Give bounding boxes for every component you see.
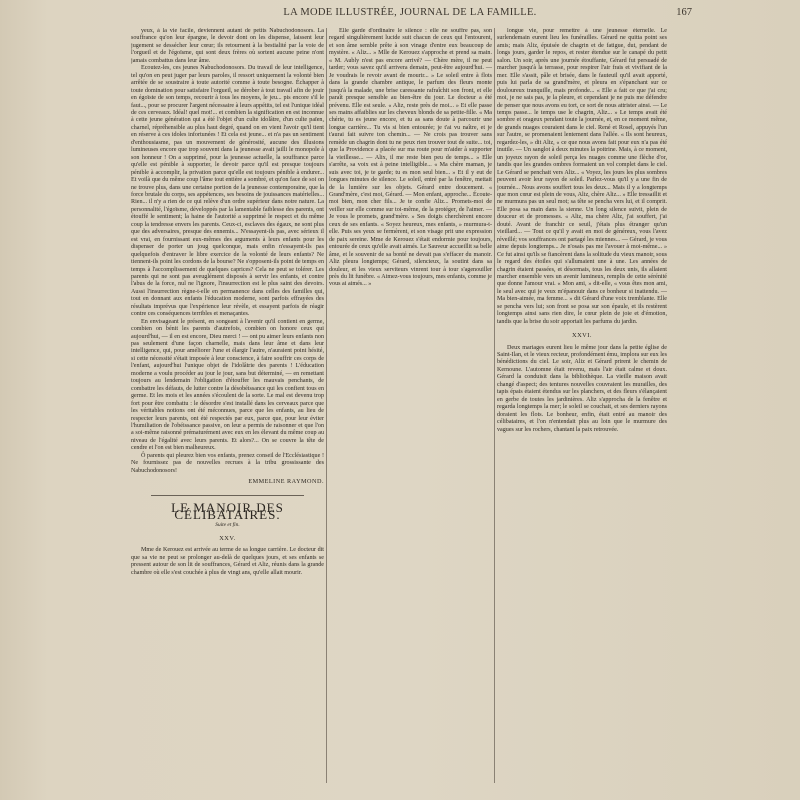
feuilleton-subtitle: Suite et fin.	[215, 521, 240, 528]
paragraph: Elle garde d'ordinaire le silence : elle ne souffre pas, son regard singulièrement lucide suit chacun de ceux qui l'entourent, et son âme semble prête à son vinage d'entre eux beaucoup de mystère. « Aliz... » Mlle de Kerouez s'approche et prend sa main. « M. Aubly n'est pas encore arrivé? — Chère mère, il ne peut tarder; vous savez qu'il arrivera demain, peut-être aujourd'hui. — Je voudrais le revoir avant de mourir... » Le soleil entre à flots dans la grande chambre antique, le parfum des fleurs monte jusqu'à la malade, une brise caressante rafraîchit son front, et elle paraît presque sensible au bien-être du jour. Le docteur a été prévenu. Elle est seule. « Aliz, reste près de moi... » Et elle passe ses mains affaiblies sur les cheveux blonds de sa petite-fille. « Ma chérie, tu es jeune encore, et tu as sans doute à parcourir une longue carrière... Tu vis si bien entourée; je t'ai vu naître, et je t'aurai fait suivre ton chemin... — Ne crois pas trouver sans remède un chagrin dont tu ne peux rien trouver tout de suite... toi, que la Providence a placée sur ma route pour m'aider à supporter la vieillesse... — Alix, il me reste bien peu de temps... » Elle s'arrête, sa voix est à peine intelligible... « Ma chère maman, je suis avec toi, je te garde; tu es mon seul bien... » Et il y eut de longues minutes de silence. Le soleil, entré par la fenêtre, mettait de la lumière sur les objets. Gérard entre doucement. « Grand'mère, c'est moi, Gérard. — Mon enfant, approche... Écoute-moi bien, mon cher fils... Je te confie Aliz... Promets-moi de veiller sur elle comme sur toi-même, de la protéger, de l'aimer. — Je vous le promets, grand'mère. » Ses doigts cherchèrent encore ceux de ses enfants. « Soyez heureux, mes enfants, » murmura-t-elle. Puis ses yeux se fermèrent, et son visage prit une expression de paix sereine. Mme de Kerouez s'était endormie pour toujours, entourée de ceux qu'elle avait aimés. Le Sauveur accueillit sa belle âme, et le souvenir de sa bonté ne devait pas s'effacer du manoir. Aliz pleura longtemps; Gérard, silencieux, la soutint dans sa douleur, et les vieux serviteurs vinrent tour à tour s'agenouiller près du lit funèbre. « Aimez-vous toujours, mes enfants, comme je vous ai aimés... »	[329, 28, 492, 288]
column-divider	[494, 28, 495, 783]
chapter-number: XXV.	[219, 535, 236, 542]
section-divider	[151, 495, 304, 496]
paragraph: Ecoutez-les, ces jeunes Nabuchodonosors. Du travail de leur intelligence, tel qu'on en peut juger par leurs paroles, il ressort uniquement la volonté bien arrêtée de se soustraire à toute autorité comme à toute besogne. Échapper à toute domination pour satisfaire l'orgueil, se dérober à tout travail afin de jouir en égoïste de son temps, recourir à tous les moyens, le jeu... pis encore s'il le faut..., pour se procurer l'argent nécessaire à leurs appétits, tel est l'unique idéal de ces cerveaux. Idéal! quel mot!... et combien la signification en est inconnue à cette jeune génération qui a été l'objet d'un culte idolâtre, d'un culte païen, charnel, répréhensible au plus haut degré, quand on en vient l'avoir qu'il tient en réserve à ces idoles infortunées ! Et cela est jeune... et n'a pas un sentiment d'enthousiasme, pas un mouvement de générosité, aucune des illusions lumineuses encore que trop souvent dans la jeunesse avait jailli le monopole à son honneur ! On a supprimé, pour la jeunesse actuelle, la souffrance parce qu'elle est pénible à supporter, le devoir parce qu'il est presque toujours pénible à accomplir, la privation parce qu'elle est toujours pénible à endurer... Et voilà que du même coup l'âme tout entière a sombré, et qu'on face de soi on ne trouve plus, dans une certaine portion de la jeunesse contemporaine, que la force brutale du corps, ses appétences, ses besoins de jouissances matérielles... Rien... il n'y a rien de ce qui relève d'un ordre supérieur dans notre nature. La personnalité, l'égoïsme, développés par la lamentable faiblesse des parents, ont étouffé le sentiment; la haine de l'autorité a supprimé le respect et du même coup la tendresse envers les parents. Ceux-ci, esclaves des égaux, ne sont plus que des adversaires, presque des ennemis... N'essayent-ils pas, avec sérieux il est vrai, en fournissant eux-mêmes des arguments à leurs enfants pour les dispenser de porter un joug quelconque, mais enfin n'essayent-ils pas quelquefois d'entraver le libre exercice de la volonté de leurs enfants? Ne tiennent-ils point les cordons de la bourse? Ne s'opposent-ils point de temps en temps à l'accomplissement de quelques caprices? Cela ne peut se tolérer. Les parents qui ne sont pas aveuglément disposés à servir les enfants, et contre l'abus de la force, nul ne l'ignore, l'insurrection est le plus saint des devoirs. Aussi l'insurrection règne-t-elle en permanence dans celles des familles qui, tout en donnant aux enfants l'éducation moderne, sont parfois effrayées des résultats imprévus que l'expérience leur révèle, et essayent parfois de réagir contre ces conséquences terribles et menaçantes.	[131, 65, 324, 318]
column-right	[497, 28, 667, 783]
running-header: LA MODE ILLUSTRÉE, JOURNAL DE LA FAMILLE.	[283, 7, 537, 18]
page-number: 167	[676, 7, 692, 18]
column-left	[131, 28, 324, 783]
author-signature: EMMELINE RAYMOND.	[248, 478, 324, 486]
column-divider	[326, 28, 327, 783]
paragraph: longue vie, pour remettre à une jeunesse éternelle. Le surlendemain eurent lieu les funérailles. Gérard ne quitta point ses amis; mais Aliz, épuisée de chagrin et de fatigue, dut, pendant de longs jours, garder le repos, et rester étendue sur le canapé du petit salon. Un soir, après une journée étouffante, Gérard fut persuadé de marcher jusqu'à la terrasse, pour respirer l'air frais et vivifiant de la mer. Elle s'assit, pâle et brisée, dans le fauteuil qu'il avait apporté, puis lui parla de sa grand'mère, et pleura en s'épanchant sur ce douloureux tranquille, mais profonde... « Elle a fait ce que j'ai cru; moi, je ne sais pas, je la pleure, et cependant je ne puis me défendre de penser que nous avons eu tort, ce sort de nous attrister ainsi. — Le temps passe... le temps use le chagrin, Aliz... » Le temps avait été sombre et orageux pendant toute la journée, et, en ce moment même, de grands nuages couraient dans le ciel. René et Rosel, appuyés l'un sur l'autre, se promenaient lentement dans l'allée. « Ils sont heureux, regardez-les, » dit Aliz, « ce que nous avons fait pour eux n'a pas été inutile. — Un sanglot à deux minutes la poitrine. Mais, à ce moment, un joyeux rayon de soleil perça les nuages comme une flèche d'or, tandis que les grandes ombres formaient un vol complet dans le ciel. Le Gérard se penchait vers Aliz... « Voyez, les jours les plus sombres peuvent avoir leur rayon de soleil. Parlez-vous qu'il y a une fin de journée... Nous avons souffert tous les deux... Mais il y a longtemps que mon cœur est plein de vous, Aliz, chère Aliz... » Elle tressaillit et ne murmura pas un seul mot; sa tête se pencha vers lui, et il comprit. Elle posa sa main dans la sienne. Un long silence suivit, plein de douceur et de promesses. « Aliz, ma chère Aliz, j'ai souffert, j'ai douté. Avant de franchir ce seuil, j'étais plus étranger qu'un vieillard... — Tout ce qu'il y avait en moi de généreux, vous l'avez réveillé; vos souffrances ont partagé les miennes... — Gérard, je vous aime depuis longtemps... Je n'osais pas me l'avouer à moi-même... » Ce fut ainsi qu'ils se fiancèrent dans la solitude du vieux manoir, sous le regard des étoiles qui s'allumaient une à une. Les années de chagrin étaient passées, et désormais, tous les deux unis, ils allaient marcher ensemble vers un avenir lumineux, remplis de cette sérénité que donne l'amour vrai. « Mon ami, » dit-elle, « vous êtes mon ami, le seul avec qui je veux m'épanouir dans ce bonheur si inattendu. — Ma bien-aimée, ma femme... » dit Gérard d'une voix tremblante. Elle se pencha vers lui; son front se posa sur son épaule, et ils restèrent longtemps ainsi sans rien dire, le cœur plein de joie et d'émotion, tandis que la brise du soir apportait les parfums du jardin.	[497, 28, 667, 325]
paragraph: yeux, à la vie facile, deviennent autant de petits Nabuchodonosors. La souffrance qu'on leur épargne, le devoir dont on les dispense, laissent leur jugement se dessécher leur cœur; ils retournent à la bestialité par la voie de l'orgueil et de l'égoïsme, qui sont deux frères où sortent aucune peine n'ont jamais combattus dans leur âme.	[131, 28, 324, 64]
column-middle	[329, 28, 492, 783]
paragraph: En envisageant le présent, en songeant à l'avenir qu'il contient en germe, combien on bénit les parents d'autrefois, combien on honore ceux qui aujourd'hui, — il en est encore, Dieu merci ! — ont pu aimer leurs enfants non pas seulement d'une façon charnelle, mais dans leur âme et dans leur intelligence, qui, pour améliorer l'une et élargir l'autre, n'auraient point hésité, si cette nécessité s'était imposée à leur conscience, à faire souffrir ces corps de l'enfant, aujourd'hui l'unique objet de l'idolâtrie des parents ! L'éducation moderne a voulu procéder au jour le jour, sans but déterminé, — en remettant toujours au lendemain l'obligation d'étouffer les mauvais penchants, de combattre les défauts, de lutter contre la désobéissance qui les confient tous en germe. Et les mois et les années s'écoulent de la sorte. Le mal est devenu trop fort pour être combattu : le désordre s'est installé dans les cerveaux parce que les véritables notions ont été méconnues, parce que les enfants, au lieu de respecter leurs parents, ont été respectés par eux, parce que, pour leur éviter l'humiliation de l'obéissance passive, on leur a permis de raisonner et que l'on a soi-même raisonné prématurément avec eux en les élevant du même coup au niveau de l'égalité avec leurs parents. Et alors?... On se couvre la tête de cendre et l'on est bien malheureux.	[131, 318, 324, 452]
paragraph: Ô parents qui pleurez bien vos enfants, prenez conseil de l'Ecclésiastique ! Ne fournissez pas de nouvelles recrues à la tribu grossissante des Nabuchodonosors!	[131, 452, 324, 474]
chapter-number: XXVI.	[571, 332, 593, 340]
paragraph: Deux mariages eurent lieu le même jour dans la petite église de Saint-Ilan, et le vieux recteur, profondément ému, implora sur eux les bénédictions du ciel. Le soir, Aliz et Gérard prirent le chemin de Kernoune. L'automne était revenu, mais l'air était calme et doux. Gérard la conduisit dans la bibliothèque. La vieille maison avait changé d'aspect; des tentures nouvelles couvraient les murailles, des tapis épais étaient étendus sur les planchers, et des fleurs s'élançaient en gerbe de toutes les jardinières. Aliz s'approcha de la fenêtre et regarda longtemps la mer; le soleil se couchait, et ses derniers rayons doraient les flots. Le bonheur, enfin, était entré au manoir des célibataires, et l'on n'entendait plus au loin que le murmure des vagues sur les rochers, chantant la paix retrouvée.	[497, 344, 667, 433]
feuilleton-title: LE MANOIR DES CÉLIBATAIRES.	[171, 499, 284, 523]
paragraph: Mme de Kerouez est arrivée au terme de sa longue carrière. Le docteur dit que sa vie ne peut se prolonger au-delà de quelques jours, et ses enfants se pressent autour de son lit de souffrances, Gérard et Aliz, réunis dans la grande chambre où elle s'est couchée à plus de vingt ans, qu'elle allait mourir.	[131, 547, 324, 576]
